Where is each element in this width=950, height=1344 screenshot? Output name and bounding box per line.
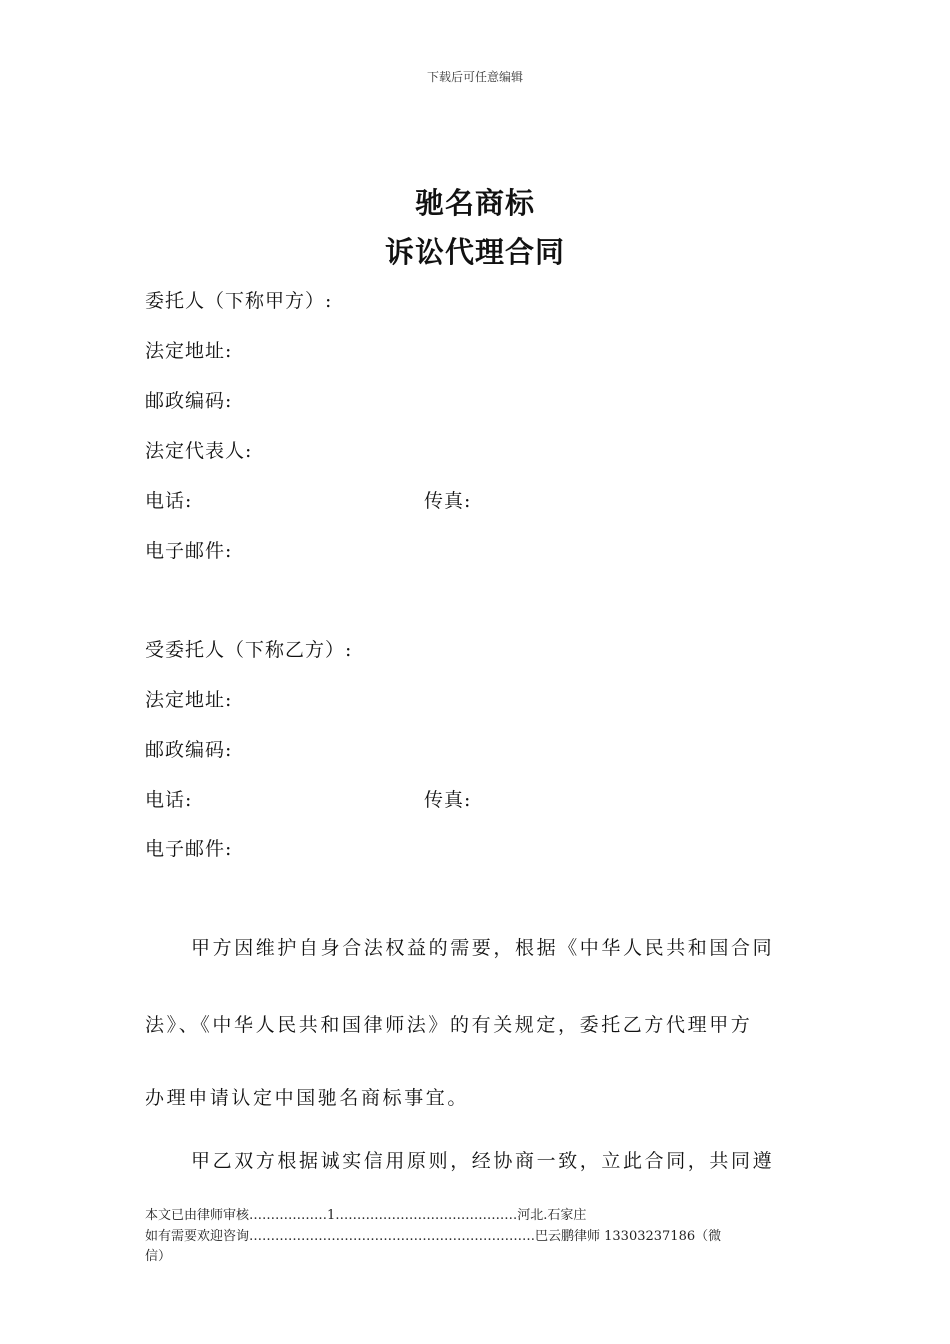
party-a-phone-label: 电话:: [145, 490, 193, 512]
paragraph-1-line-3: 办理申请认定中国驰名商标事宜。: [145, 1087, 470, 1109]
footer-line-2: 如有需要欢迎咨询…………………………………………………………巴云鹏律师 13303237186（微: [145, 1229, 722, 1244]
paragraph-2-line-1: 甲乙双方根据诚实信用原则，经协商一致，立此合同，共同遵: [191, 1150, 775, 1172]
party-b-address-label: 法定地址:: [145, 689, 233, 711]
party-b-postcode-label: 邮政编码:: [145, 739, 233, 761]
party-a-address-label: 法定地址:: [145, 340, 233, 362]
party-a-legal-rep-label: 法定代表人:: [145, 440, 253, 462]
footer-line-3: 信）: [145, 1249, 172, 1264]
party-a-postcode-label: 邮政编码:: [145, 390, 233, 412]
party-a-fax-label: 传真:: [424, 490, 472, 512]
party-b-fax-label: 传真:: [424, 789, 472, 811]
party-b-email-label: 电子邮件:: [145, 838, 233, 860]
party-a-heading: 委托人（下称甲方）:: [145, 290, 333, 312]
paragraph-1-line-1: 甲方因维护自身合法权益的需要，根据《中华人民共和国合同: [191, 937, 775, 959]
party-b-heading: 受委托人（下称乙方）:: [145, 639, 353, 661]
header-note: 下载后可任意编辑: [426, 70, 523, 84]
footer-line-1: 本文已由律师审核………………1……………………………………河北.石家庄: [145, 1208, 587, 1223]
party-b-phone-label: 电话:: [145, 789, 193, 811]
paragraph-1-line-2: 法》、《中华人民共和国律师法》的有关规定，委托乙方代理甲方: [145, 1014, 753, 1036]
title-line-1: 驰名商标: [414, 186, 535, 220]
party-a-email-label: 电子邮件:: [145, 540, 233, 562]
title-line-2: 诉讼代理合同: [384, 235, 565, 269]
